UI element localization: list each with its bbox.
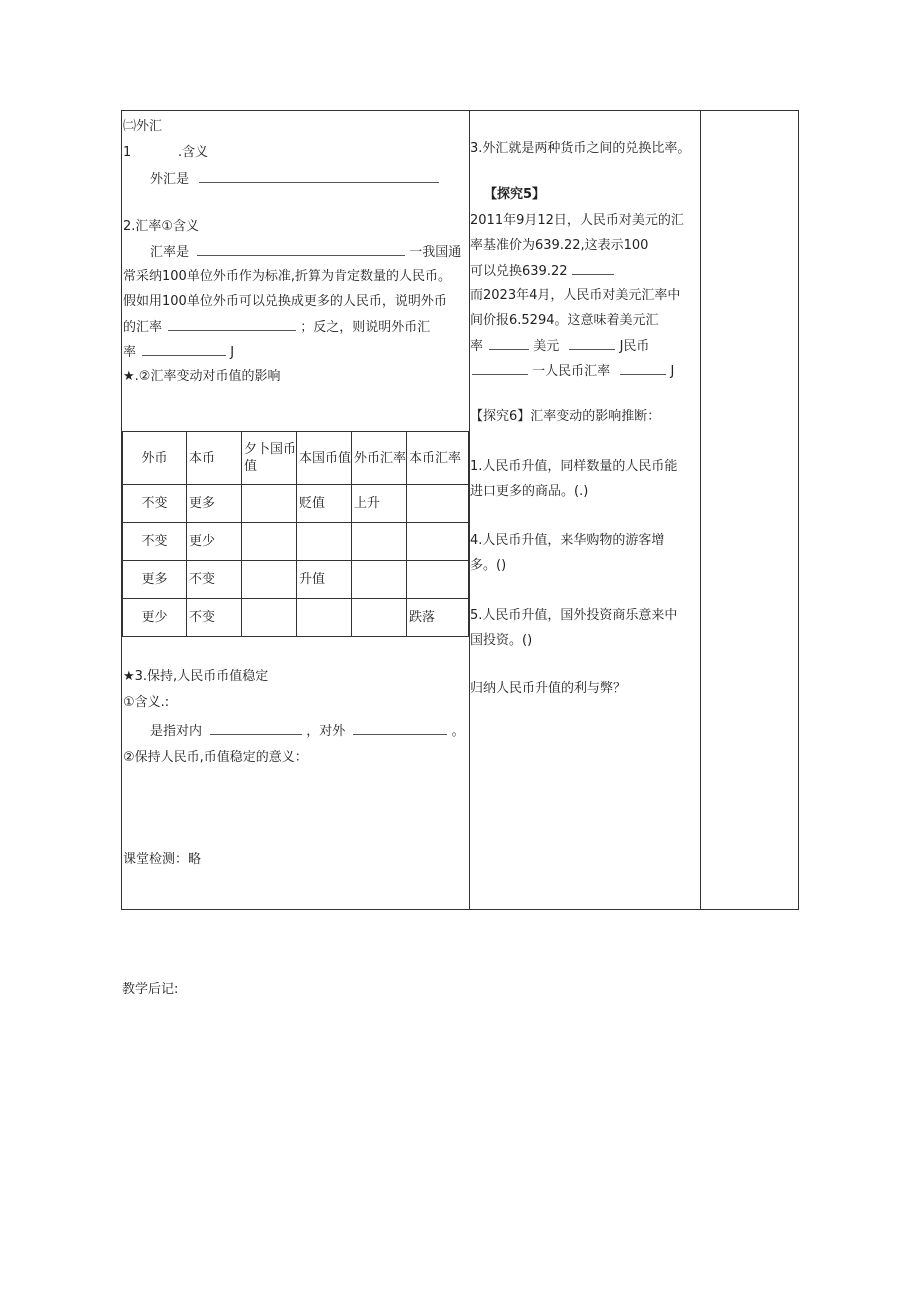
question-1-line-2: 进口更多的商品。(.) [470, 484, 589, 499]
stable-definition-c: 。 [451, 724, 465, 739]
rate-line-3: 假如用100单位外币可以兑换成更多的人民币，说明外币 [123, 294, 447, 309]
table-row [123, 485, 469, 523]
stable-title: ★3.保持,人民币币值稳定 [123, 669, 269, 684]
header-foreign-currency: 外币 [123, 432, 187, 485]
stable-meaning: ①含义.: [123, 695, 170, 710]
rate-line-5-end: J [230, 345, 235, 360]
table-cell[interactable] [407, 561, 469, 599]
stable-definition-a: 是指对内 [150, 724, 203, 739]
explore-6-title: 【探究6】汇率变动的影响推断： [470, 409, 661, 424]
table-cell[interactable] [407, 523, 469, 561]
table-header-row [123, 432, 469, 485]
explore-5-blank-2[interactable] [489, 338, 529, 350]
table-cell[interactable] [297, 599, 352, 637]
column-divider-1 [469, 111, 470, 909]
column-divider-2 [700, 111, 701, 909]
header-local-value: 本国币值 [297, 432, 352, 485]
forex-definition [150, 171, 439, 188]
explore-5-line-4: 而2023年4月，人民币对美元汇率中 [470, 288, 681, 303]
statement-3: 3.外汇就是两种货币之间的兑换比率。 [470, 141, 691, 156]
table-cell: 更多 [187, 485, 242, 523]
explore-5-line-7-end: J [670, 364, 675, 379]
explore-5-line-6-end: J民币 [619, 339, 650, 354]
rate-effect-table [122, 431, 469, 637]
table-cell[interactable] [242, 599, 297, 637]
explore-5-line-2: 率基准价为639.22,这表示100 [470, 238, 649, 253]
question-5-line-2: 国投资。() [470, 633, 533, 648]
table-cell: 跌落 [407, 599, 469, 637]
table-cell[interactable] [297, 523, 352, 561]
summary-question: 归纳人民币升值的利与弊？ [470, 681, 627, 696]
table-cell: 不变 [123, 523, 187, 561]
table-row [123, 561, 469, 599]
rate-down-blank[interactable] [142, 344, 226, 356]
header-foreign-rate: 外币汇率 [352, 432, 407, 485]
stable-internal-blank[interactable] [210, 723, 302, 735]
table-cell[interactable] [352, 523, 407, 561]
explore-5-line-5: 间价报6.5294。这意味着美元汇 [470, 313, 659, 328]
stable-definition [150, 723, 465, 740]
table-cell: 更少 [187, 523, 242, 561]
table-cell[interactable] [352, 599, 407, 637]
table-cell: 不变 [187, 599, 242, 637]
table-cell: 更少 [123, 599, 187, 637]
table-cell[interactable] [242, 485, 297, 523]
question-1-line-1: 1.人民币升值，同样数量的人民币能 [470, 459, 678, 474]
header-local-rate: 本币汇率 [407, 432, 469, 485]
rate-line-4-end: ；反之，则说明外币汇 [300, 320, 431, 335]
explore-5-line-3-text: 可以兑换639.22 [470, 264, 568, 279]
item1-label: .含义 [178, 145, 209, 160]
table-cell[interactable] [242, 561, 297, 599]
stable-definition-b: ，对外 [306, 724, 346, 739]
explore-5-blank-5[interactable] [620, 363, 666, 375]
forex-definition-text: 外汇是 [150, 172, 190, 187]
explore-5-title: 【探究5】 [484, 187, 546, 202]
header-foreign-value: 夕卜国币值 [242, 432, 297, 485]
effect-title: ★.②汇率变动对币值的影响 [123, 369, 281, 384]
lesson-table [121, 110, 799, 910]
question-4-line-1: 4.人民币升值，来华购物的游客增 [470, 533, 665, 548]
rate-definition-blank[interactable] [197, 244, 405, 256]
question-5-line-1: 5.人民币升值，国外投资商乐意来中 [470, 608, 678, 623]
explore-5-line-7-text: 一人民币汇率 [532, 364, 611, 379]
explore-5-blank-3[interactable] [569, 338, 615, 350]
table-row [123, 523, 469, 561]
table-cell[interactable] [242, 523, 297, 561]
rate-line-4-start: 的汇率 [123, 320, 163, 335]
item1-number: 1 [123, 145, 132, 160]
stable-significance: ②保持人民币,币值稳定的意义： [123, 750, 308, 765]
rate-line-2: 常采纳100单位外币作为标准,折算为肯定数量的人民币。 [123, 269, 451, 284]
rate-definition [150, 244, 461, 261]
rate-definition-end: 一我国通 [409, 245, 462, 260]
section-title: ㈡外汇 [123, 119, 163, 134]
table-cell[interactable] [352, 561, 407, 599]
class-test: 课堂检测：略 [123, 852, 202, 867]
rate-line-5 [123, 344, 234, 361]
question-4-line-2: 多。() [470, 558, 507, 573]
explore-5-blank-1[interactable] [572, 263, 614, 275]
explore-5-blank-4[interactable] [472, 363, 528, 375]
explore-5-line-6-start: 率 [470, 339, 484, 354]
table-row [123, 599, 469, 637]
table-cell: 上升 [352, 485, 407, 523]
explore-5-line-7 [470, 363, 674, 380]
item2-title: 2.汇率①含义 [123, 219, 200, 234]
teaching-postscript: 教学后记: [122, 982, 179, 997]
table-cell: 贬值 [297, 485, 352, 523]
table-cell[interactable] [407, 485, 469, 523]
table-cell: 更多 [123, 561, 187, 599]
stable-external-blank[interactable] [353, 723, 447, 735]
rate-line-5-start: 率 [123, 345, 137, 360]
explore-5-line-3 [470, 263, 614, 280]
table-cell: 升值 [297, 561, 352, 599]
rate-up-blank[interactable] [168, 319, 296, 331]
explore-5-line-6 [470, 338, 649, 355]
header-local-currency: 本币 [187, 432, 242, 485]
rate-line-4 [123, 319, 430, 336]
table-cell: 不变 [187, 561, 242, 599]
table-cell: 不变 [123, 485, 187, 523]
forex-definition-blank[interactable] [199, 171, 439, 183]
rate-definition-text: 汇率是 [150, 245, 190, 260]
explore-5-line-1: 2011年9月12日，人民币对美元的汇 [470, 213, 684, 228]
explore-5-line-6-mid: 美元 [533, 339, 560, 354]
